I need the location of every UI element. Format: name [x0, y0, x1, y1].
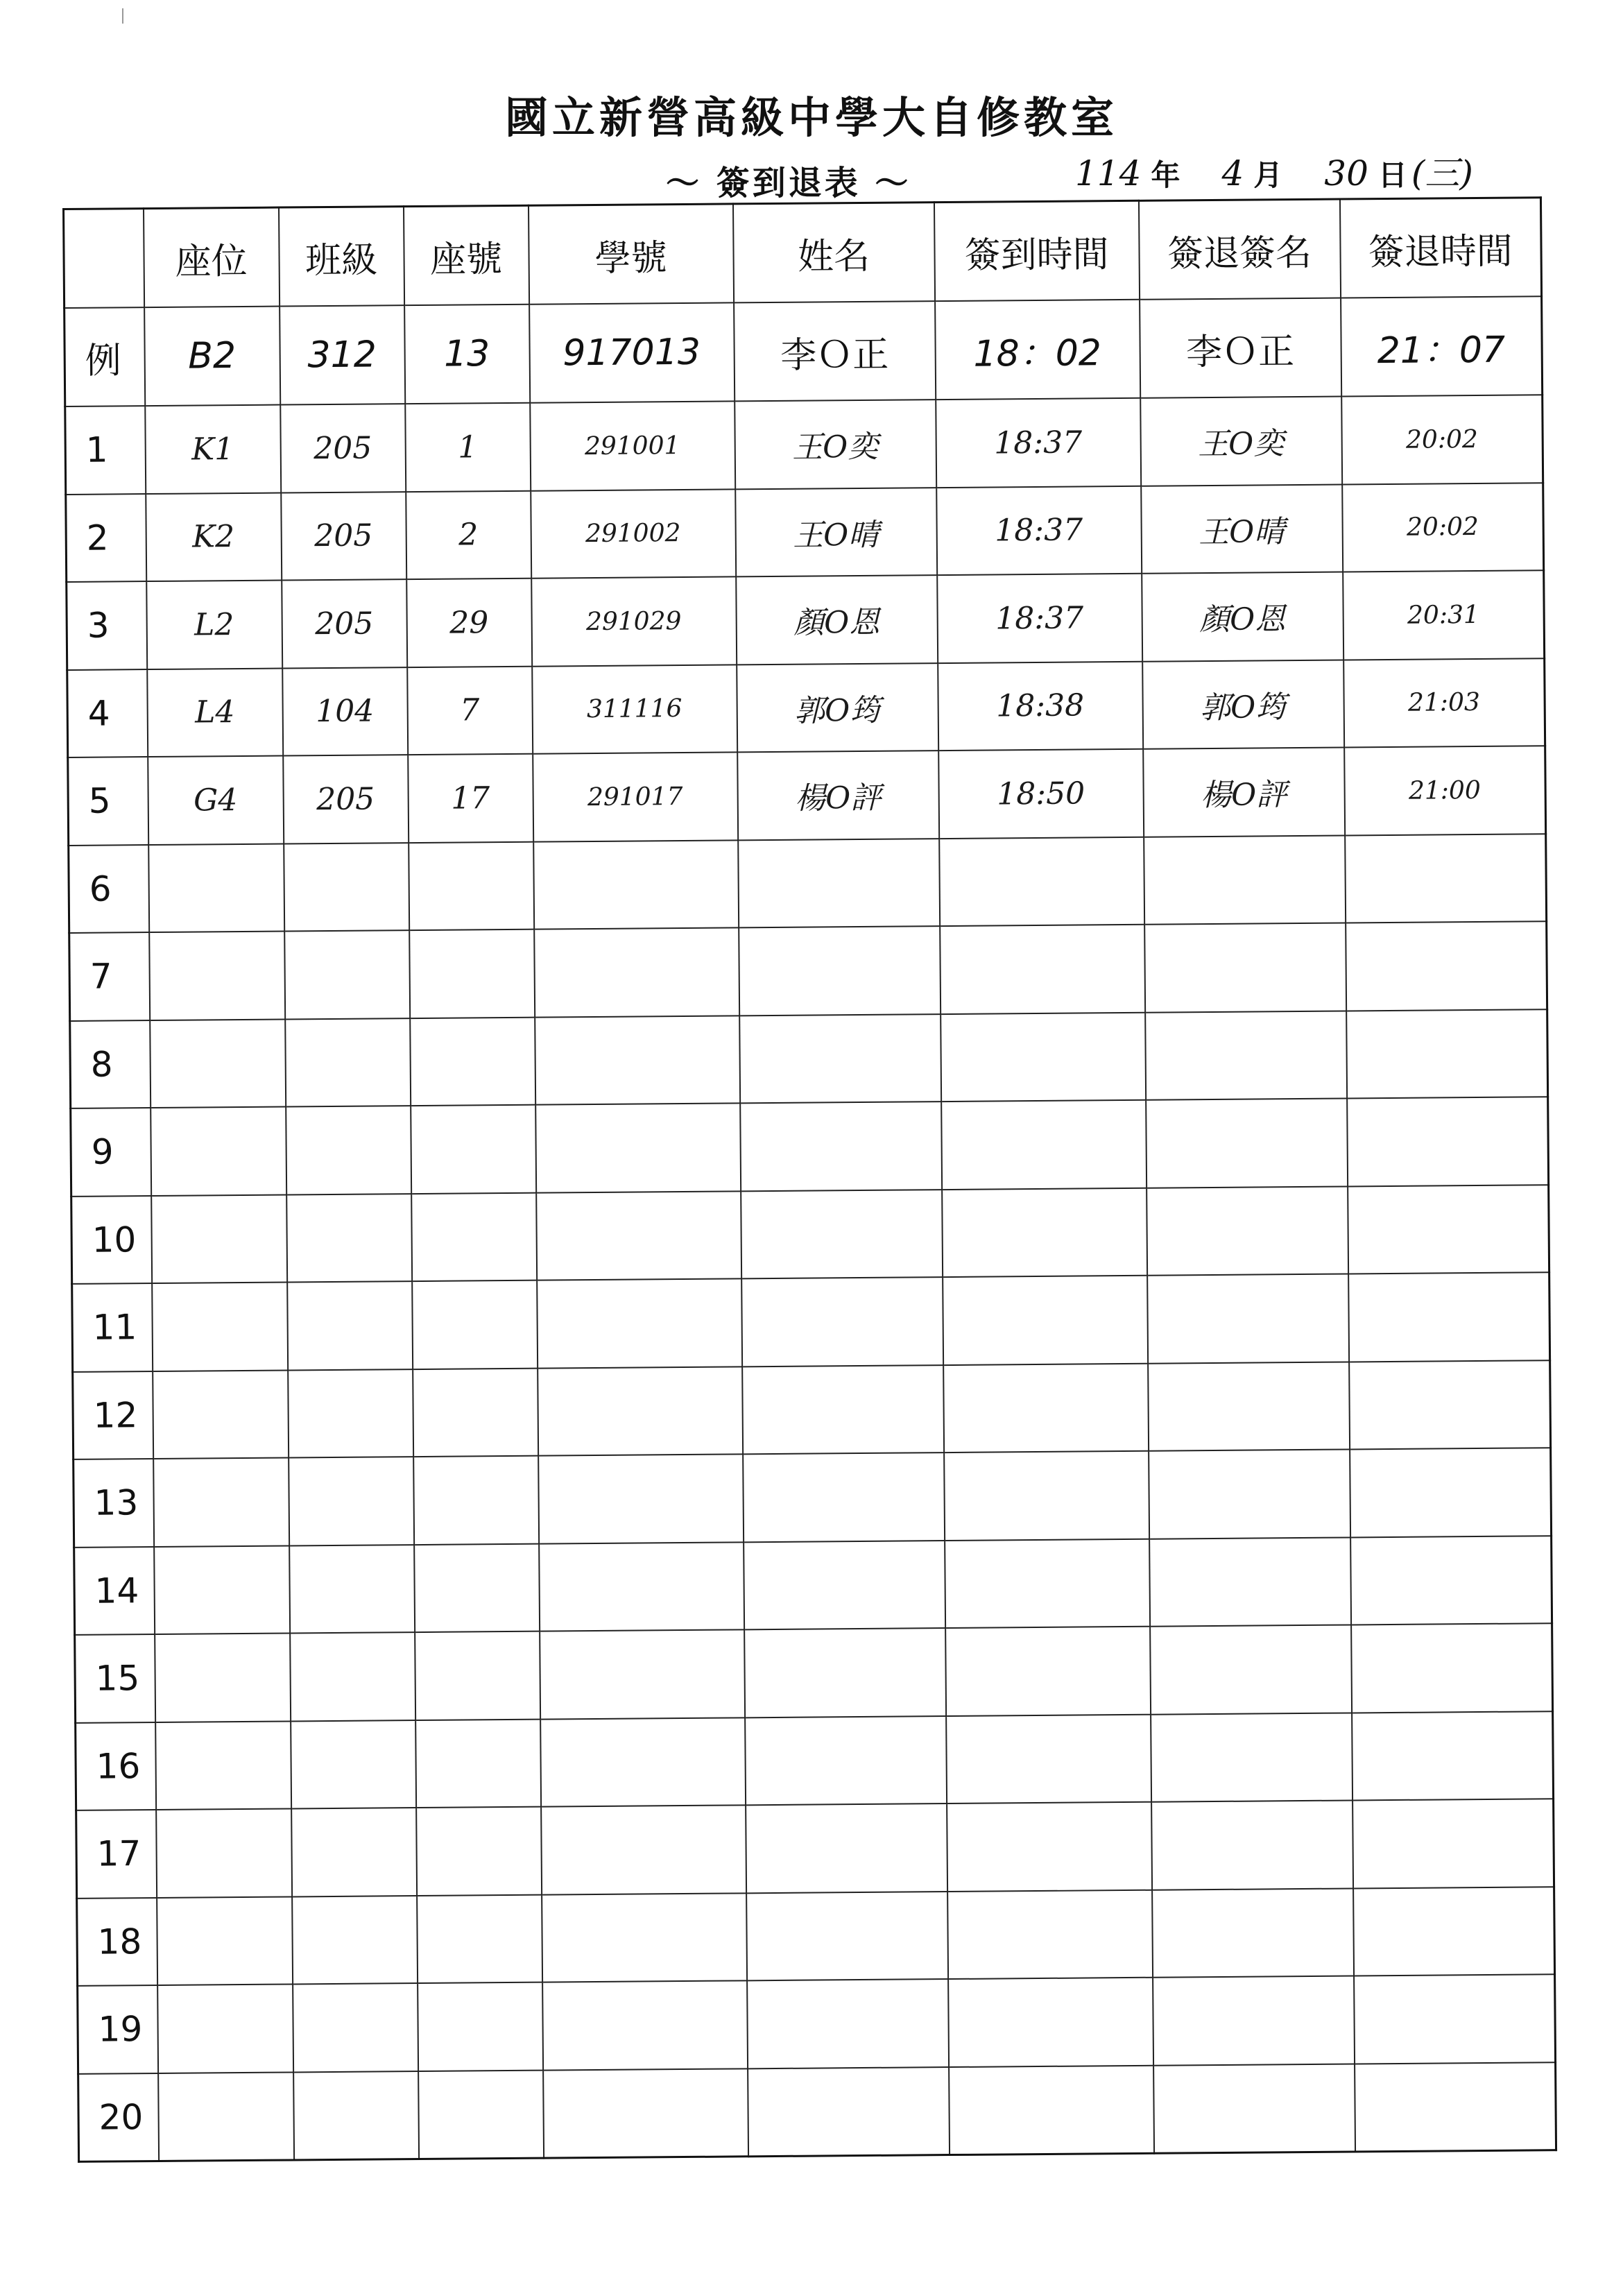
cell-seat[interactable]: [155, 1721, 291, 1810]
table-row: [72, 1272, 1550, 1371]
cell-name[interactable]: [743, 1453, 945, 1542]
table-row: [76, 1799, 1554, 1898]
cell-class[interactable]: [289, 1457, 414, 1545]
cell-seat-number[interactable]: [413, 1456, 539, 1545]
cell-class[interactable]: [290, 1632, 415, 1721]
cell-class[interactable]: 312: [280, 305, 405, 404]
cell-index: 2: [66, 494, 146, 582]
cell-signout-signature[interactable]: 楊O評: [1143, 748, 1345, 837]
cell-name[interactable]: 郭O筠: [737, 663, 938, 753]
cell-seat[interactable]: K2: [146, 492, 282, 581]
date-year: 114: [1075, 153, 1142, 194]
cell-class[interactable]: [284, 930, 410, 1019]
cell-name[interactable]: [739, 926, 941, 1016]
cell-index: 15: [75, 1634, 155, 1722]
cell-index: 12: [73, 1371, 153, 1459]
cell-student-id[interactable]: [540, 1717, 746, 1807]
cell-class[interactable]: [288, 1369, 413, 1458]
cell-signout-signature[interactable]: 王O奕: [1140, 397, 1342, 486]
cell-seat[interactable]: [149, 932, 285, 1020]
cell-signin-time[interactable]: 18:37: [936, 486, 1142, 575]
cell-index: 11: [72, 1283, 153, 1371]
table-row: [69, 921, 1547, 1020]
cell-index: 6: [69, 845, 149, 933]
cell-seat-number[interactable]: [413, 1368, 538, 1457]
cell-signout-time[interactable]: [1347, 1097, 1549, 1186]
cell-signout-time[interactable]: 20:02: [1341, 395, 1543, 484]
cell-index: 13: [74, 1459, 154, 1547]
column-header-signout-time: 簽退時間: [1339, 198, 1541, 298]
cell-signout-time[interactable]: [1345, 834, 1547, 923]
cell-seat[interactable]: [156, 1808, 292, 1897]
cell-signout-signature[interactable]: 王O晴: [1141, 484, 1343, 574]
cell-signout-time[interactable]: [1350, 1448, 1552, 1537]
cell-index: 4: [67, 669, 148, 757]
cell-student-id[interactable]: [540, 1629, 745, 1719]
cell-class[interactable]: [291, 1808, 417, 1896]
cell-seat[interactable]: [151, 1107, 286, 1196]
cell-signout-time[interactable]: [1355, 2062, 1556, 2152]
cell-class[interactable]: [287, 1281, 413, 1370]
table-row: [67, 570, 1545, 669]
cell-signin-time[interactable]: [945, 1539, 1150, 1628]
cell-student-id[interactable]: 291002: [531, 489, 736, 579]
page-title: 國立新營高級中學大自修教室: [504, 92, 1118, 143]
cell-seat[interactable]: L4: [147, 668, 283, 757]
cell-signout-time[interactable]: 20:31: [1343, 570, 1545, 660]
cell-student-id[interactable]: 291029: [531, 576, 737, 666]
cell-signin-time[interactable]: 18:37: [936, 398, 1141, 488]
cell-signout-signature[interactable]: [1152, 1888, 1354, 1978]
cell-signin-time[interactable]: 18：02: [935, 300, 1140, 400]
cell-student-id[interactable]: [538, 1367, 743, 1456]
signin-table: [62, 196, 1557, 2163]
cell-signout-signature[interactable]: [1151, 1800, 1353, 1890]
cell-index: 8: [70, 1020, 151, 1108]
cell-seat[interactable]: [157, 1896, 293, 1985]
cell-seat[interactable]: G4: [148, 756, 284, 845]
table-row: [74, 1448, 1552, 1547]
cell-signin-time[interactable]: 18:38: [938, 661, 1143, 751]
cell-signout-signature[interactable]: [1144, 923, 1346, 1013]
table-row: [71, 1185, 1549, 1284]
cell-index: 9: [71, 1108, 151, 1196]
cell-student-id[interactable]: [536, 1191, 741, 1280]
cell-signout-signature[interactable]: 顏O恩: [1142, 572, 1343, 662]
table-row: [67, 658, 1545, 757]
cell-class[interactable]: [293, 1983, 418, 2072]
cell-name[interactable]: [741, 1190, 943, 1279]
table-row: [75, 1623, 1553, 1722]
cell-student-id[interactable]: [533, 840, 739, 929]
cell-seat[interactable]: B2: [144, 307, 280, 406]
cell-index: 3: [67, 581, 147, 669]
cell-seat[interactable]: [153, 1457, 289, 1546]
cell-name[interactable]: 顏O恩: [736, 575, 938, 665]
cell-signin-time[interactable]: [941, 1012, 1146, 1102]
cell-signin-time[interactable]: [946, 1714, 1151, 1804]
cell-seat[interactable]: [157, 1984, 293, 2073]
cell-seat[interactable]: [158, 2072, 294, 2161]
cell-signout-time[interactable]: 21:00: [1344, 746, 1546, 835]
table-row: [77, 1887, 1555, 1986]
cell-signout-time[interactable]: 21：07: [1341, 296, 1543, 396]
cell-seat[interactable]: [148, 843, 284, 932]
cell-signout-time[interactable]: [1354, 1974, 1556, 2064]
cell-seat[interactable]: [153, 1370, 289, 1459]
table-row: [74, 1536, 1552, 1635]
cell-student-id[interactable]: 291017: [533, 752, 738, 841]
cell-seat-number[interactable]: 2: [406, 490, 531, 579]
cell-seat-number[interactable]: [412, 1280, 538, 1369]
table-row: [65, 395, 1543, 494]
table-row: [73, 1360, 1551, 1459]
cell-name[interactable]: [746, 1804, 947, 1893]
cell-seat[interactable]: K1: [145, 405, 281, 494]
date-weekday: (三): [1411, 153, 1473, 194]
cell-seat-number[interactable]: [411, 1192, 537, 1281]
cell-signout-signature[interactable]: [1150, 1625, 1352, 1714]
cell-class[interactable]: [286, 1194, 412, 1283]
cell-signout-time[interactable]: [1348, 1272, 1550, 1362]
cell-name[interactable]: 楊O評: [737, 751, 939, 840]
cell-signin-time[interactable]: [939, 837, 1144, 926]
cell-signout-time[interactable]: 20:02: [1342, 483, 1544, 572]
cell-signout-signature[interactable]: [1149, 1537, 1351, 1627]
cell-seat-number[interactable]: 13: [404, 305, 530, 404]
cell-student-id[interactable]: [534, 927, 739, 1017]
cell-signout-signature[interactable]: [1145, 1011, 1347, 1100]
cell-index: 10: [71, 1196, 152, 1284]
table-row: [78, 2062, 1556, 2162]
cell-seat[interactable]: [151, 1194, 287, 1283]
cell-seat-number[interactable]: 29: [406, 579, 532, 667]
cell-seat-number[interactable]: 1: [405, 403, 531, 492]
cell-signin-time[interactable]: [940, 925, 1145, 1014]
scan-mark: [122, 8, 123, 24]
cell-name[interactable]: [738, 839, 940, 928]
cell-name[interactable]: [739, 1014, 941, 1104]
cell-signin-time[interactable]: [944, 1451, 1149, 1541]
column-header-class: 班級: [279, 207, 404, 307]
cell-seat-number[interactable]: [415, 1719, 541, 1808]
cell-student-id[interactable]: [539, 1542, 744, 1631]
cell-class[interactable]: [293, 2071, 419, 2160]
date-day-label: 日: [1377, 158, 1407, 192]
column-header-student-id: 學號: [528, 204, 733, 305]
cell-index: 例: [65, 307, 145, 406]
cell-seat-number[interactable]: [415, 1631, 540, 1720]
cell-signin-time[interactable]: [942, 1188, 1147, 1277]
cell-signout-signature[interactable]: [1146, 1098, 1348, 1188]
cell-student-id[interactable]: [537, 1278, 742, 1368]
cell-name[interactable]: [745, 1716, 947, 1806]
cell-name[interactable]: 李Ｏ正: [734, 301, 936, 401]
cell-seat[interactable]: [155, 1633, 291, 1722]
cell-student-id[interactable]: 291001: [530, 401, 735, 490]
example-row: [65, 296, 1543, 406]
cell-class[interactable]: 205: [283, 755, 409, 843]
column-header-signin-time: 簽到時間: [934, 200, 1139, 301]
cell-class[interactable]: [285, 1018, 411, 1107]
cell-name[interactable]: [742, 1365, 944, 1455]
cell-index: 7: [69, 932, 150, 1020]
table-header-row: [64, 198, 1542, 308]
cell-signout-time[interactable]: [1346, 1009, 1548, 1099]
cell-signout-time[interactable]: [1348, 1185, 1549, 1274]
date-month: 4: [1221, 153, 1244, 194]
cell-class[interactable]: 205: [280, 404, 406, 492]
cell-seat-number[interactable]: [414, 1543, 540, 1632]
column-header-index: [64, 209, 144, 308]
cell-signout-signature[interactable]: [1147, 1274, 1349, 1363]
cell-signout-signature[interactable]: [1153, 2064, 1355, 2153]
cell-seat-number[interactable]: [411, 1105, 536, 1194]
cell-student-id[interactable]: [538, 1454, 744, 1543]
table-row: [71, 1097, 1549, 1196]
cell-signin-time[interactable]: [947, 1890, 1153, 1979]
cell-name[interactable]: [740, 1102, 942, 1191]
cell-name[interactable]: [747, 1979, 949, 2068]
cell-name[interactable]: [744, 1541, 945, 1630]
table-body: [65, 296, 1556, 2161]
cell-signin-time[interactable]: [949, 2065, 1154, 2154]
cell-student-id[interactable]: 311116: [532, 665, 737, 754]
cell-class[interactable]: 205: [282, 579, 407, 668]
cell-signout-time[interactable]: [1352, 1711, 1554, 1801]
cell-student-id[interactable]: 917013: [529, 302, 735, 402]
table-row: [70, 1009, 1548, 1108]
cell-signout-signature[interactable]: 郭O筠: [1142, 660, 1344, 749]
cell-name[interactable]: 王O奕: [735, 400, 936, 489]
cell-name[interactable]: [741, 1277, 943, 1367]
date-line: [1075, 146, 1473, 196]
cell-student-id[interactable]: [535, 1016, 740, 1105]
column-header-name: 姓名: [732, 203, 934, 303]
cell-signin-time[interactable]: [945, 1627, 1151, 1716]
column-header-signout-signature: 簽退簽名: [1138, 199, 1340, 300]
page-subtitle: ～ 簽到退表 ～: [666, 164, 911, 203]
date-month-label: 月: [1253, 158, 1283, 192]
cell-seat-number[interactable]: [409, 841, 534, 930]
cell-signout-signature[interactable]: [1151, 1713, 1352, 1802]
cell-signin-time[interactable]: [947, 1802, 1152, 1892]
cell-signout-time[interactable]: 21:03: [1343, 658, 1545, 748]
cell-class[interactable]: [289, 1545, 415, 1634]
date-day: 30: [1324, 153, 1368, 194]
cell-signout-signature[interactable]: [1148, 1362, 1350, 1451]
cell-class[interactable]: [291, 1720, 416, 1809]
table-row: [68, 746, 1546, 845]
cell-student-id[interactable]: [542, 1980, 748, 2070]
cell-signin-time[interactable]: [943, 1276, 1148, 1365]
cell-signout-time[interactable]: [1346, 921, 1547, 1011]
cell-index: 18: [77, 1898, 157, 1986]
signin-sheet: [62, 196, 1557, 2163]
cell-signin-time[interactable]: 18:50: [938, 749, 1144, 839]
cell-signout-signature[interactable]: [1149, 1449, 1350, 1539]
cell-seat-number[interactable]: [418, 1982, 543, 2071]
cell-class[interactable]: [284, 843, 409, 932]
cell-index: 14: [74, 1547, 155, 1635]
cell-seat[interactable]: [152, 1283, 288, 1371]
column-header-seat-number: 座號: [403, 205, 529, 305]
cell-index: 16: [76, 1722, 156, 1810]
column-header-seat: 座位: [144, 207, 280, 307]
cell-seat[interactable]: [154, 1545, 290, 1634]
cell-student-id[interactable]: [542, 1893, 747, 1982]
cell-class[interactable]: 205: [281, 492, 406, 581]
cell-signin-time[interactable]: 18:37: [937, 574, 1142, 663]
cell-signout-time[interactable]: [1351, 1623, 1553, 1713]
cell-seat[interactable]: [150, 1019, 286, 1108]
cell-name[interactable]: [748, 2067, 950, 2157]
cell-class[interactable]: [286, 1106, 411, 1194]
cell-index: 20: [78, 2073, 159, 2162]
table-row: [69, 834, 1547, 933]
cell-signout-time[interactable]: [1350, 1536, 1552, 1625]
cell-seat-number[interactable]: 7: [407, 666, 533, 755]
cell-name[interactable]: [746, 1892, 948, 1981]
cell-seat-number[interactable]: [410, 1017, 535, 1106]
cell-student-id[interactable]: [541, 1805, 746, 1894]
table-row: [76, 1711, 1554, 1810]
cell-name[interactable]: 王O晴: [735, 488, 937, 577]
cell-student-id[interactable]: [535, 1103, 741, 1192]
cell-signout-signature[interactable]: [1147, 1186, 1348, 1276]
cell-signout-time[interactable]: [1352, 1799, 1554, 1888]
cell-index: 5: [68, 757, 148, 845]
cell-signout-signature[interactable]: [1153, 1976, 1355, 2065]
cell-signout-signature[interactable]: [1144, 835, 1346, 925]
cell-signin-time[interactable]: [948, 1978, 1153, 2067]
cell-seat-number[interactable]: [417, 1894, 542, 1983]
cell-index: 1: [65, 406, 146, 494]
cell-signout-time[interactable]: [1353, 1887, 1555, 1976]
cell-seat-number[interactable]: [418, 2070, 544, 2159]
table-row: [66, 483, 1544, 582]
cell-student-id[interactable]: [543, 2068, 748, 2158]
cell-signin-time[interactable]: [943, 1363, 1149, 1453]
date-year-label: 年: [1151, 158, 1180, 192]
cell-seat-number[interactable]: 17: [408, 754, 533, 843]
cell-signin-time[interactable]: [941, 1100, 1147, 1190]
table-row: [78, 1974, 1556, 2073]
cell-seat-number[interactable]: [416, 1807, 542, 1896]
cell-seat-number[interactable]: [409, 929, 535, 1018]
cell-signout-time[interactable]: [1349, 1360, 1551, 1450]
cell-class[interactable]: 104: [282, 667, 408, 756]
cell-class[interactable]: [292, 1896, 418, 1985]
cell-seat[interactable]: L2: [146, 581, 282, 669]
cell-signout-signature[interactable]: 李Ｏ正: [1140, 298, 1341, 398]
cell-name[interactable]: [744, 1628, 946, 1717]
cell-index: 19: [78, 1985, 158, 2073]
cell-index: 17: [76, 1810, 157, 1898]
